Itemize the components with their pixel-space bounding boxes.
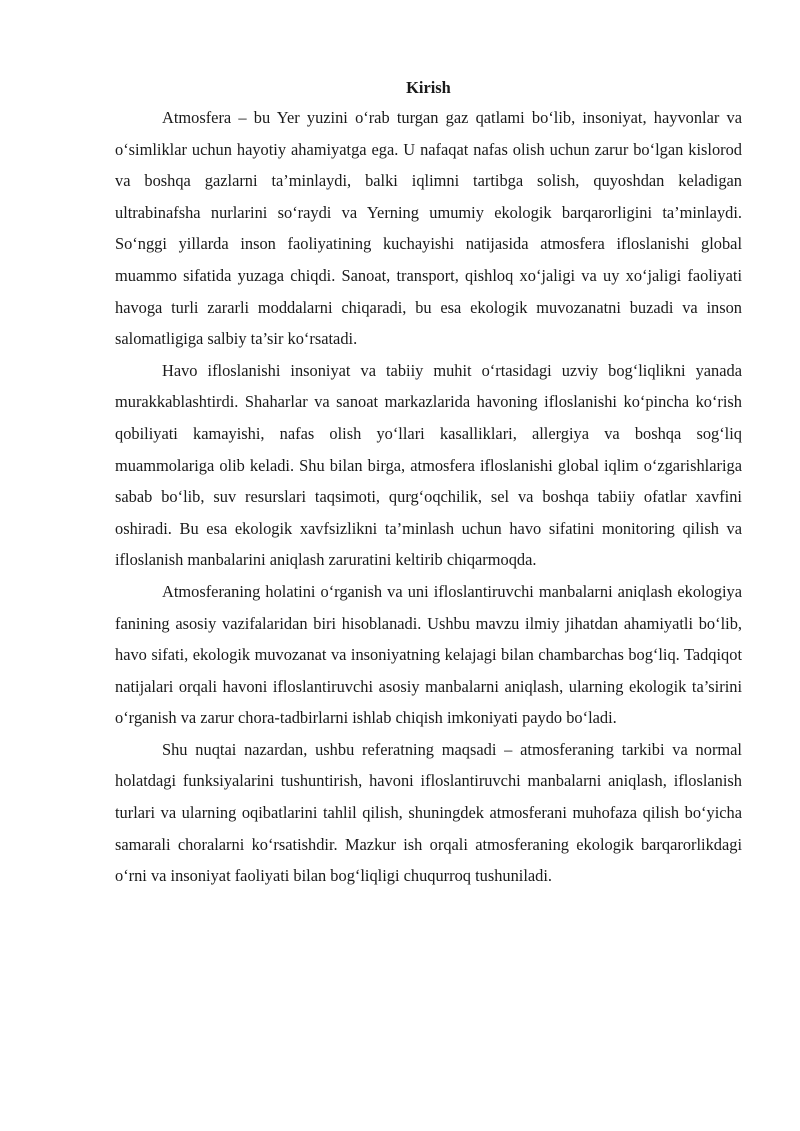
paragraph-4: Shu nuqtai nazardan, ushbu referatning maqsadi – atmosferaning tarkibi va normal holatdagi funksiyalarini tushuntirish, havoni ifloslantiruvchi manbalarni aniqlash, ifloslanish turlari va ularning oqibatlarini tahlil qilish, shuningdek atmosferani muhofaza qilish bo‘yicha samarali choralarni ko‘rsatishdir. Mazkur ish orqali atmosferaning ekologik barqarorlikdagi o‘rni va insoniyat faoliyati bilan bog‘liqligi chuqurroq tushuniladi. xyxy=(115,739,742,886)
paragraph-2: Havo ifloslanishi insoniyat va tabiiy muhit o‘rtasidagi uzviy bog‘liqlikni yanada murakkablashtirdi. Shaharlar va sanoat markazlarida havoning ifloslanishi ko‘pincha ko‘rish qobiliyati kamayishi, nafas olish yo‘llari kasalliklari, allergiya va boshqa sog‘liq muammolariga olib keladi. Shu bilan birga, atmosfera ifloslanishi global iqlim o‘zgarishlariga sabab bo‘lib, suv resurslari taqsimoti, qurg‘oqchilik, sel va boshqa tabiiy ofatlar xavfini oshiradi. Bu esa ekologik xavfsizlikni ta’minlash uchun havo sifatini monitoring qilish va ifloslanish manbalarini aniqlash zaruratini keltirib chiqarmoqda. xyxy=(115,360,742,570)
document-body xyxy=(115,72,742,892)
paragraph-3: Atmosferaning holatini o‘rganish va uni ifloslantiruvchi manbalarni aniqlash ekologiya fanining asosiy vazifalaridan biri hisoblanadi. Ushbu mavzu ilmiy jihatdan ahamiyatli bo‘lib, havo sifati, ekologik muvozanat va insoniyatning kelajagi bilan chambarchas bog‘liq. Tadqiqot natijalari orqali havoni ifloslantiruvchi asosiy manbalarni aniqlash, ularning ekologik ta’sirini o‘rganish va zarur chora-tadbirlarni ishlab chiqish imkoniyati paydo bo‘ladi. xyxy=(115,581,742,728)
paragraph-1: Atmosfera – bu Yer yuzini o‘rab turgan gaz qatlami bo‘lib, insoniyat, hayvonlar va o‘simliklar uchun hayotiy ahamiyatga ega. U nafaqat nafas olish uchun zarur bo‘lgan kislorod va boshqa gazlarni ta’minlaydi, balki iqlimni tartibga solish, quyoshdan keladigan ultrabinafsha nurlarini so‘raydi va Yerning umumiy ekologik barqarorligini ta’minlaydi. So‘nggi yillarda inson faoliyatining kuchayishi natijasida atmosfera ifloslanishi global muammo sifatida yuzaga chiqdi. Sanoat, transport, qishloq xo‘jaligi va uy xo‘jaligi faoliyati havoga turli zararli moddalarni chiqaradi, bu esa ekologik muvozanatni buzadi va inson salomatligiga salbiy ta’sir ko‘rsatadi. xyxy=(115,108,742,349)
section-title: Kirish xyxy=(406,78,451,97)
